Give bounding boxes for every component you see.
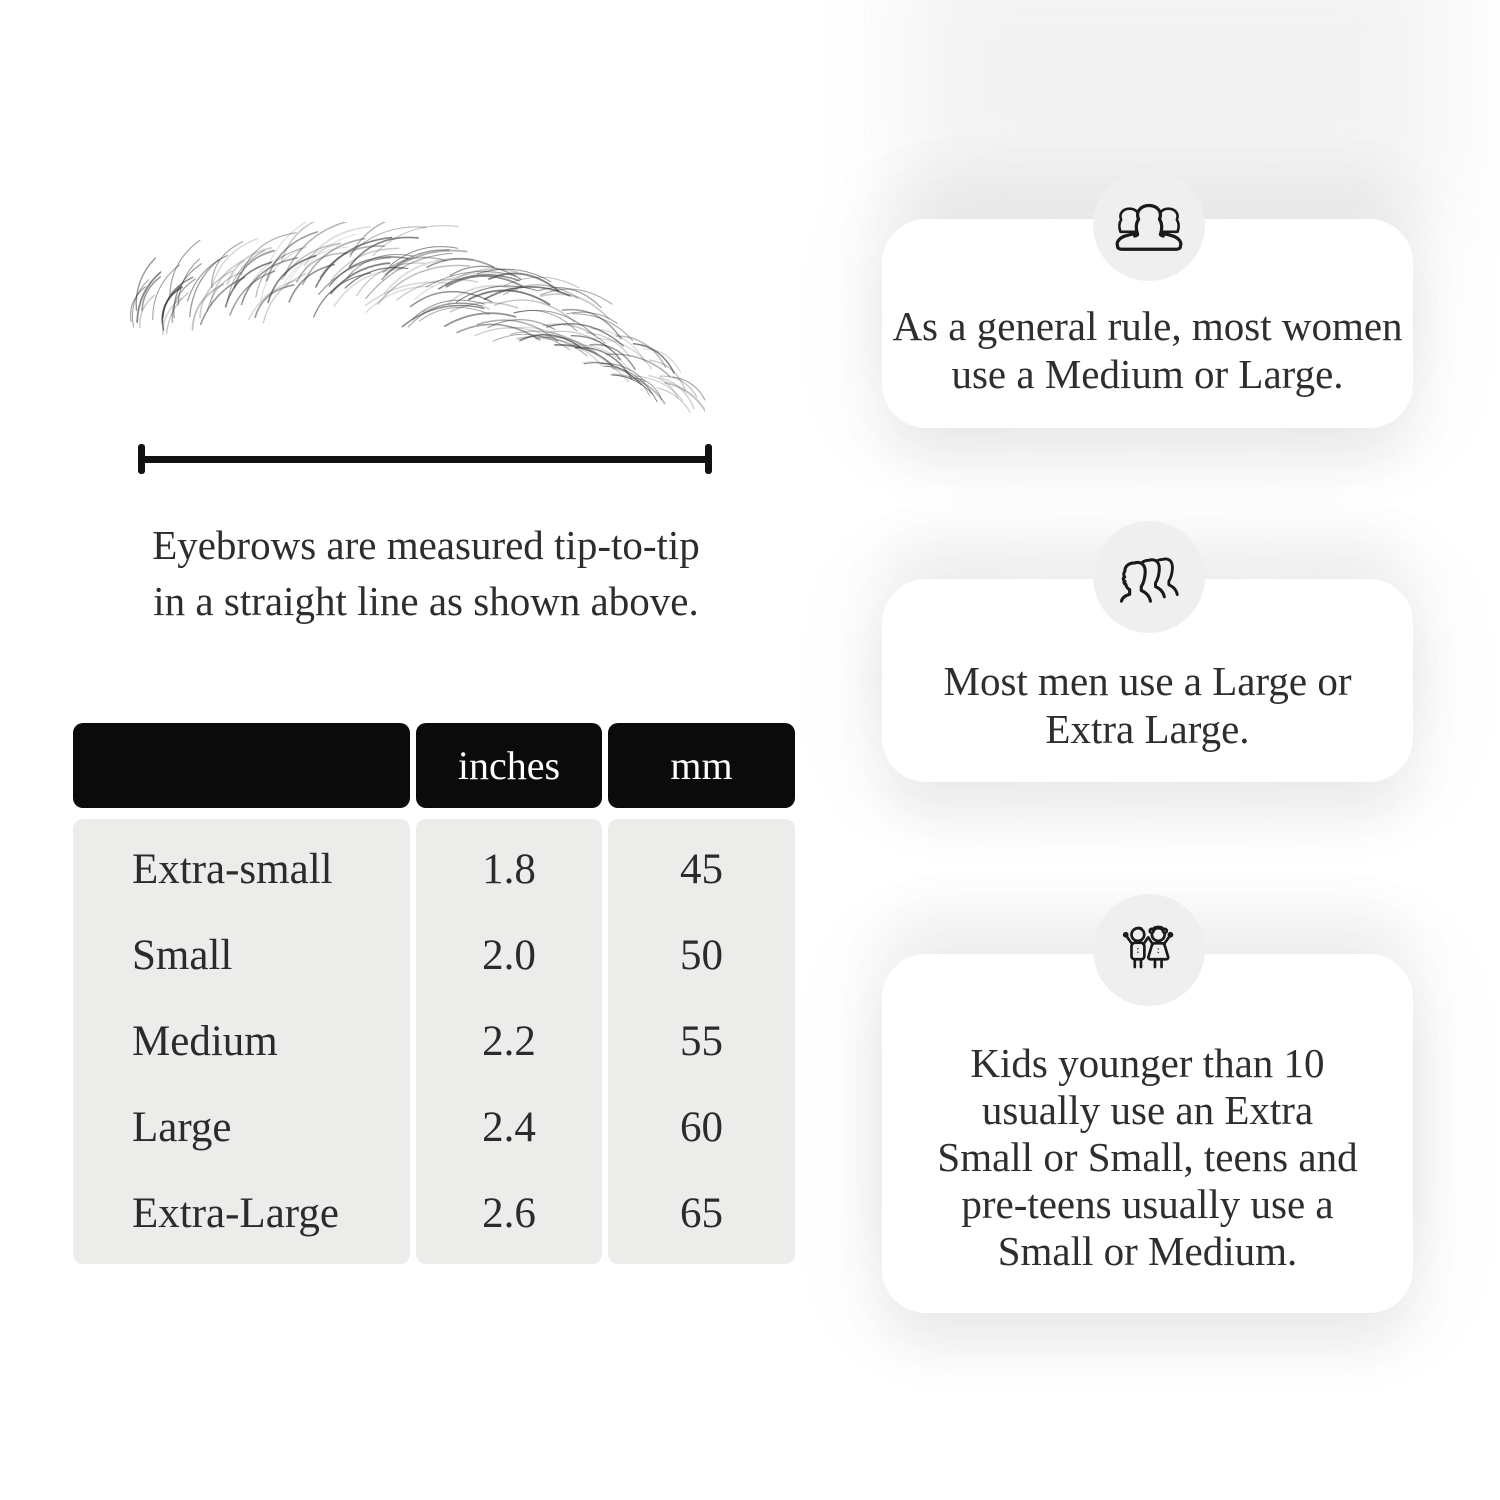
text-line: use a Medium or Large. xyxy=(951,350,1344,397)
men-group-icon xyxy=(1112,548,1186,606)
info-card-kids xyxy=(882,954,1413,1313)
table-column-inches xyxy=(416,819,602,1264)
text-line: pre-teens usually use a xyxy=(961,1181,1334,1227)
card-text xyxy=(937,992,1357,1275)
table-cell: 50 xyxy=(680,932,723,980)
table-header-inches: inches xyxy=(416,723,602,808)
kids-icon xyxy=(1114,919,1184,981)
table-column-labels xyxy=(73,819,410,1264)
badge-men xyxy=(1093,521,1205,633)
table-cell: 55 xyxy=(680,1017,723,1065)
table-cell: 1.8 xyxy=(482,846,536,894)
table-cell: 2.6 xyxy=(482,1189,536,1237)
table-cell: Extra-Large xyxy=(132,1189,339,1237)
badge-kids xyxy=(1093,894,1205,1006)
table-header-blank xyxy=(73,723,410,808)
badge-women xyxy=(1093,169,1205,281)
table-cell: 2.4 xyxy=(482,1103,536,1151)
text-line: Eyebrows are measured tip-to-tip xyxy=(152,522,700,568)
table-cell: 65 xyxy=(680,1189,723,1237)
eyebrow-illustration xyxy=(105,222,705,427)
table-cell: Medium xyxy=(132,1017,278,1065)
women-group-icon xyxy=(1111,195,1187,255)
table-cell: 60 xyxy=(680,1103,723,1151)
table-column-mm xyxy=(608,819,795,1264)
caption xyxy=(92,517,760,629)
text-line: usually use an Extra xyxy=(981,1087,1314,1133)
eyebrow-sketch-svg xyxy=(105,222,705,427)
text-line: Most men use a Large or xyxy=(943,657,1352,704)
size-table xyxy=(73,723,795,1264)
table-cell: 2.2 xyxy=(482,1017,536,1065)
table-cell: 2.0 xyxy=(482,932,536,980)
table-cell: Large xyxy=(132,1103,232,1151)
text-line: Kids younger than 10 xyxy=(970,1040,1325,1086)
text-line: in a straight line as shown above. xyxy=(153,578,699,624)
text-line: Extra Large. xyxy=(1045,705,1250,752)
table-cell: 45 xyxy=(680,846,723,894)
measure-bar xyxy=(138,456,712,463)
text-line: Small or Small, teens and xyxy=(937,1134,1358,1180)
table-cell: Extra-small xyxy=(132,846,333,894)
table-cell: Small xyxy=(132,932,233,980)
text-line: Small or Medium. xyxy=(997,1228,1298,1274)
text-line: As a general rule, most women xyxy=(892,302,1403,349)
table-header-mm: mm xyxy=(608,723,795,808)
measure-end-cap-right xyxy=(705,444,712,474)
measurement-line xyxy=(138,444,712,474)
